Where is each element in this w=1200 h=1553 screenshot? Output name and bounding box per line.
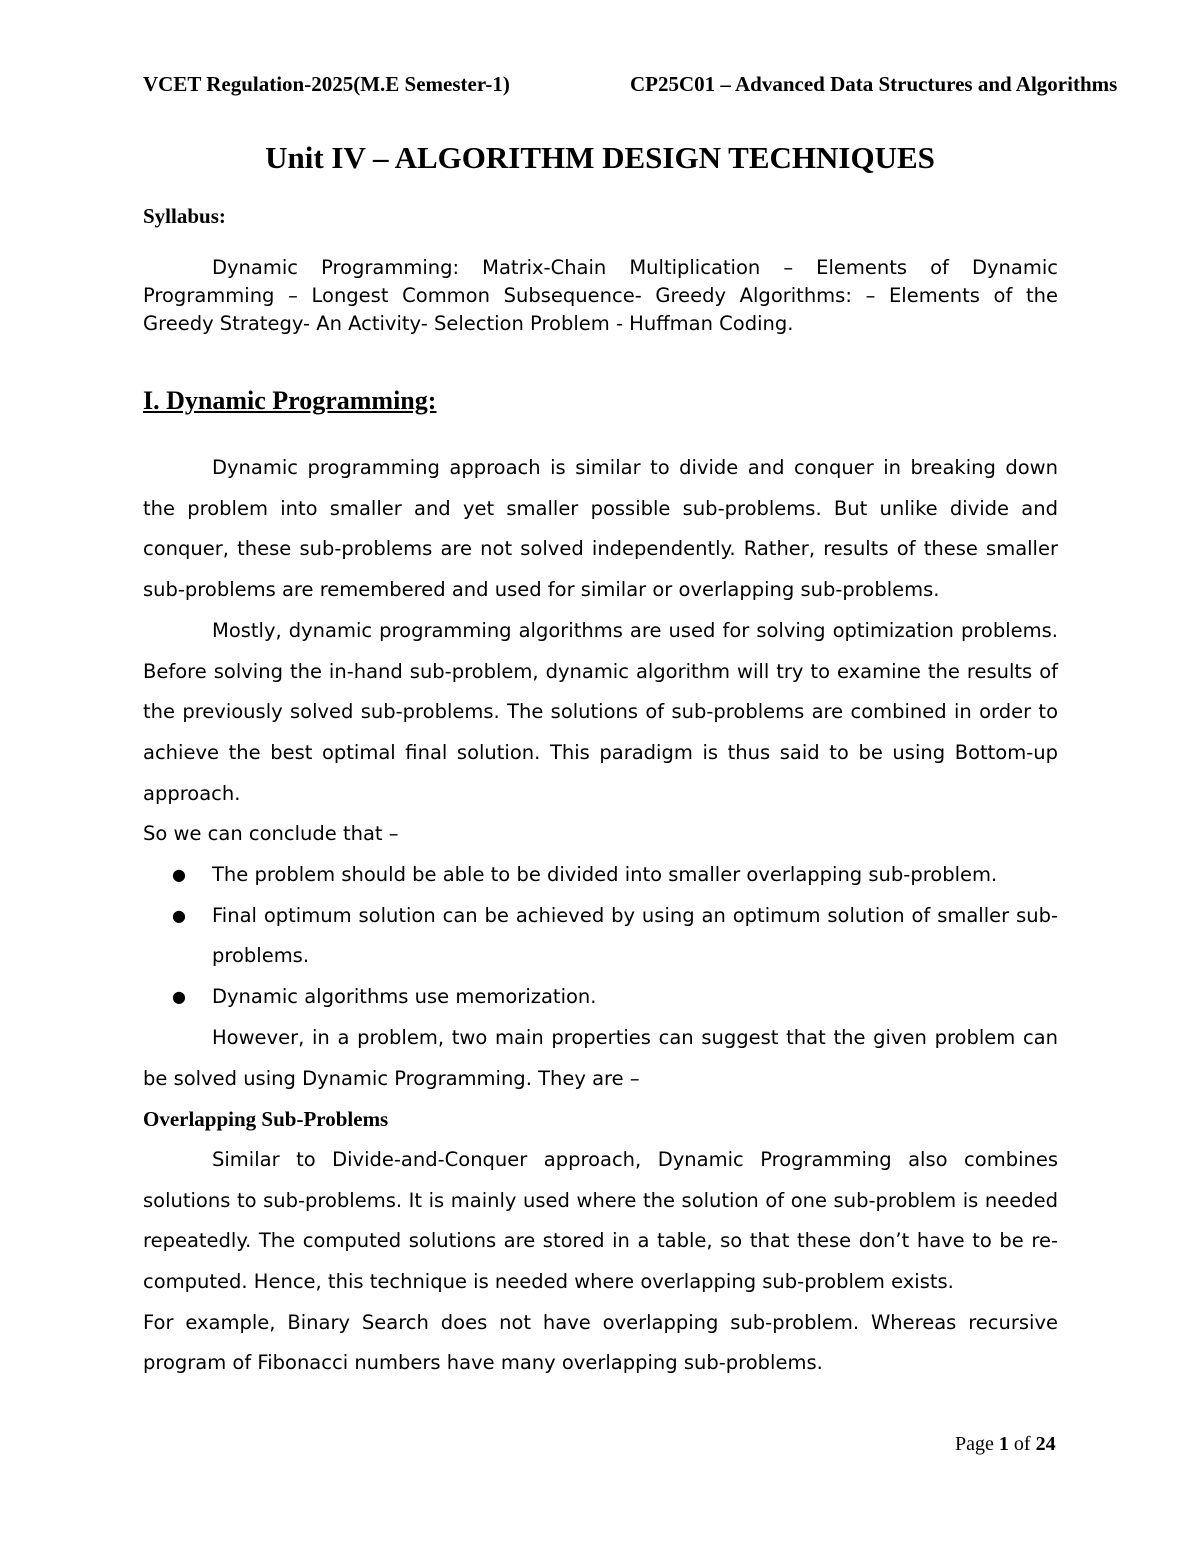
bullet-icon: ●: [172, 905, 186, 925]
page-current: 1: [998, 1433, 1009, 1455]
paragraph-optimization: Mostly, dynamic programming algorithms are used for solving optimization problems. Before solving the in-hand sub-problem, dynamic algorithm will try to examine the results of the previously solved sub-problems. The solutions of sub-problems are combined in order to achieve the best optimal final solution. This paradigm is thus said to be using Bottom-up approach.: [143, 618, 1058, 805]
syllabus-text: Dynamic Programming: Matrix-Chain Multiplication – Elements of Dynamic Programming – Longest Common Subsequence- Greedy Algorithms: – Elements of the Greedy Strategy- An Activity- Selection Problem - Huffman Coding.: [143, 256, 1058, 335]
list-item-text: The problem should be able to be divided into smaller overlapping sub-problem.: [212, 863, 998, 887]
list-item: [172, 977, 1058, 1018]
paragraph-conclude: So we can conclude that –: [143, 822, 399, 846]
paragraph-properties: However, in a problem, two main properties can suggest that the given problem can be solved using Dynamic Programming. They are –: [143, 1025, 1058, 1090]
list-item: [172, 855, 1058, 896]
page-total: 24: [1035, 1433, 1056, 1455]
unit-title: Unit IV – ALGORITHM DESIGN TECHNIQUES: [265, 140, 935, 175]
paragraph-example: For example, Binary Search does not have overlapping sub-problem. Whereas recursive program of Fibonacci numbers have many overlapping sub-problems.: [143, 1310, 1058, 1375]
conclusion-list: [143, 855, 1058, 1018]
header-course: CP25C01 – Advanced Data Structures and Algorithms: [630, 72, 1118, 96]
section-heading-dynamic-programming: I. Dynamic Programming:: [143, 386, 437, 415]
section-body: [143, 448, 1058, 1384]
page-word: Page: [955, 1433, 994, 1455]
header-regulation: VCET Regulation-2025(M.E Semester-1): [143, 72, 510, 96]
list-item-text: Dynamic algorithms use memorization.: [212, 985, 597, 1009]
paragraph-intro: Dynamic programming approach is similar to divide and conquer in breaking down the problem into smaller and yet smaller possible sub-problems. But unlike divide and conquer, these sub-problems are not solved independently. Rather, results of these smaller sub-problems are remembered and used for similar or overlapping sub-problems.: [143, 456, 1058, 602]
syllabus-label: Syllabus:: [143, 204, 226, 228]
list-item-text: Final optimum solution can be achieved by using an optimum solution of smaller sub-problems.: [212, 903, 1058, 968]
page-number: [955, 1433, 1056, 1456]
bullet-icon: ●: [172, 865, 186, 885]
of-word: of: [1013, 1433, 1031, 1455]
subheading-overlapping: Overlapping Sub-Problems: [143, 1107, 389, 1132]
paragraph-overlapping: Similar to Divide-and-Conquer approach, Dynamic Programming also combines solutions to sub-problems. It is mainly used where the solution of one sub-problem is needed repeatedly. The computed solutions are stored in a table, so that these don’t have to be re-computed. Hence, this technique is needed where overlapping sub-problem exists.: [143, 1147, 1058, 1294]
list-item: [172, 896, 1058, 977]
bullet-icon: ●: [172, 987, 186, 1007]
